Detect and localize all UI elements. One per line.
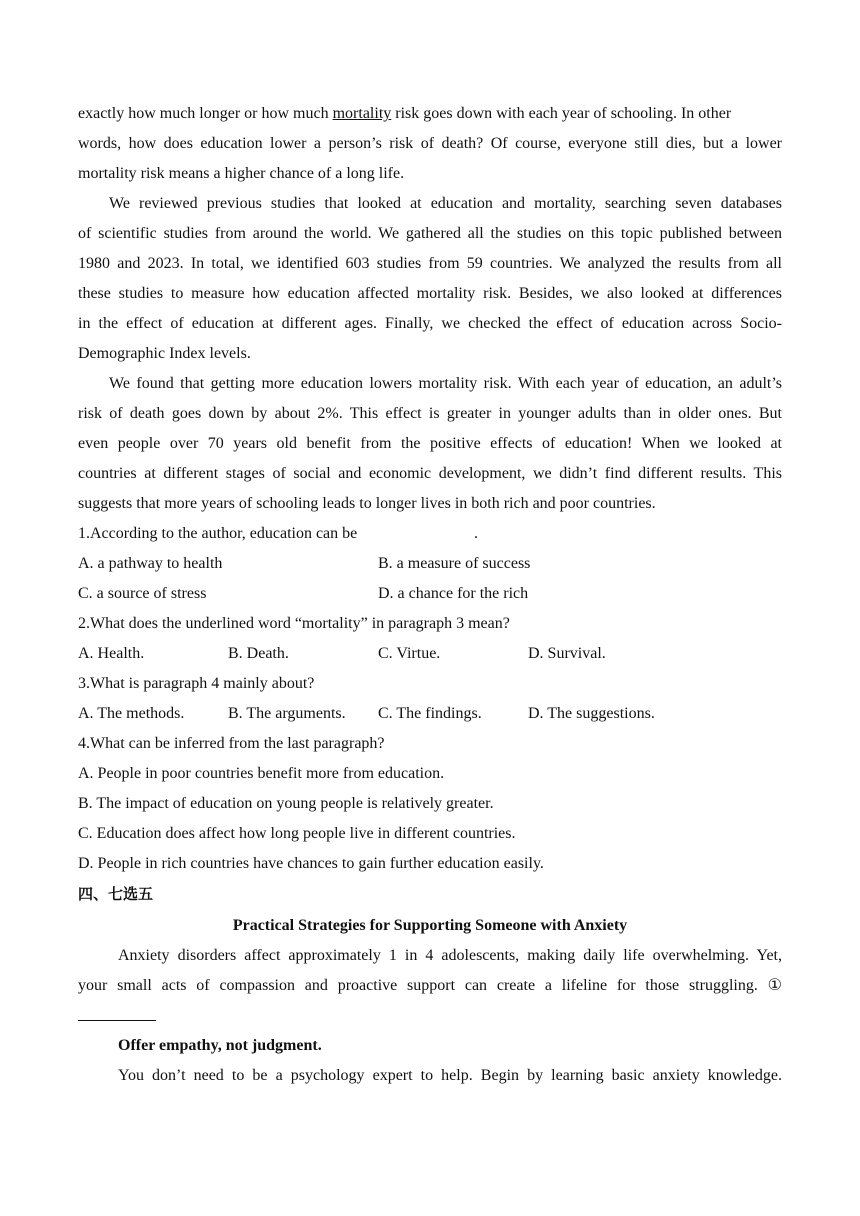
underlined-word-mortality: mortality — [332, 105, 392, 122]
passage-line-6: 1980 and 2023. In total, we identified 603 studies from 59 countries. We analyzed the results from all — [78, 255, 782, 272]
q4-option-b: B. The impact of education on young people is relatively greater. — [78, 795, 494, 812]
section-paragraph-2-line-1: You don’t need to be a psychology expert to help. Begin by learning basic anxiety knowledge. — [118, 1067, 782, 1084]
q3-option-b: B. The arguments. — [228, 705, 346, 722]
section-title: Practical Strategies for Supporting Someone with Anxiety — [232, 917, 628, 934]
q4-option-d: D. People in rich countries have chances to gain further education easily. — [78, 855, 544, 872]
q2-option-c: C. Virtue. — [378, 645, 441, 662]
question-1-text: 1.According to the author, education can be — [78, 525, 358, 542]
passage-line-4: We reviewed previous studies that looked at education and mortality, searching seven databases — [109, 195, 782, 212]
passage-line-2: words, how does education lower a person’s risk of death? Of course, everyone still dies, but a lower — [78, 135, 782, 152]
passage-line-5: of scientific studies from around the world. We gathered all the studies on this topic published between — [78, 225, 782, 242]
passage-text: risk goes down with each year of schooling. In other — [391, 105, 732, 122]
q2-option-a: A. Health. — [78, 645, 145, 662]
passage-line-11: risk of death goes down by about 2%. This effect is greater in younger adults than in older ones. But — [78, 405, 782, 422]
q1-option-c: C. a source of stress — [78, 585, 207, 602]
q1-option-d: D. a chance for the rich — [378, 585, 529, 602]
q3-option-d: D. The suggestions. — [528, 705, 655, 722]
question-2-stem: 2.What does the underlined word “mortality” in paragraph 3 mean? — [78, 615, 510, 632]
q3-option-c: C. The findings. — [378, 705, 482, 722]
section-paragraph-line-2: your small acts of compassion and proactive support can create a lifeline for those struggling. ① — [78, 977, 782, 994]
passage-line-12: even people over 70 years old benefit from the positive effects of education! When we looked at — [78, 435, 782, 452]
passage-line-3: mortality risk means a higher chance of a long life. — [78, 165, 405, 182]
passage-line-1 — [78, 104, 782, 124]
passage-line-10: We found that getting more education lowers mortality risk. With each year of education, an adult’s — [109, 375, 782, 392]
q4-option-c: C. Education does affect how long people live in different countries. — [78, 825, 516, 842]
passage-line-13: countries at different stages of social and economic development, we didn’t find different results. This — [78, 465, 782, 482]
passage-line-7: these studies to measure how education affected mortality risk. Besides, we also looked at differences — [78, 285, 782, 302]
q4-option-a: A. People in poor countries benefit more from education. — [78, 765, 445, 782]
q2-option-d: D. Survival. — [528, 645, 606, 662]
answer-blank-1 — [78, 1020, 156, 1021]
question-1-end: . — [474, 525, 478, 542]
section-paragraph-line-1: Anxiety disorders affect approximately 1 in 4 adolescents, making daily life overwhelming. Yet, — [118, 947, 782, 964]
question-1-stem — [78, 524, 782, 544]
passage-line-9: Demographic Index levels. — [78, 345, 251, 362]
passage-line-14: suggests that more years of schooling leads to longer lives in both rich and poor countries. — [78, 495, 656, 512]
q2-option-b: B. Death. — [228, 645, 289, 662]
question-3-stem: 3.What is paragraph 4 mainly about? — [78, 675, 315, 692]
question-4-stem: 4.What can be inferred from the last paragraph? — [78, 735, 385, 752]
q1-option-a: A. a pathway to health — [78, 555, 223, 572]
section-subheading: Offer empathy, not judgment. — [118, 1037, 322, 1054]
section-heading: 四、七选五 — [78, 885, 154, 903]
q1-option-b: B. a measure of success — [378, 555, 531, 572]
passage-line-8: in the effect of education at different ages. Finally, we checked the effect of education across Socio- — [78, 315, 782, 332]
passage-text: exactly how much longer or how much — [78, 105, 333, 122]
q3-option-a: A. The methods. — [78, 705, 185, 722]
